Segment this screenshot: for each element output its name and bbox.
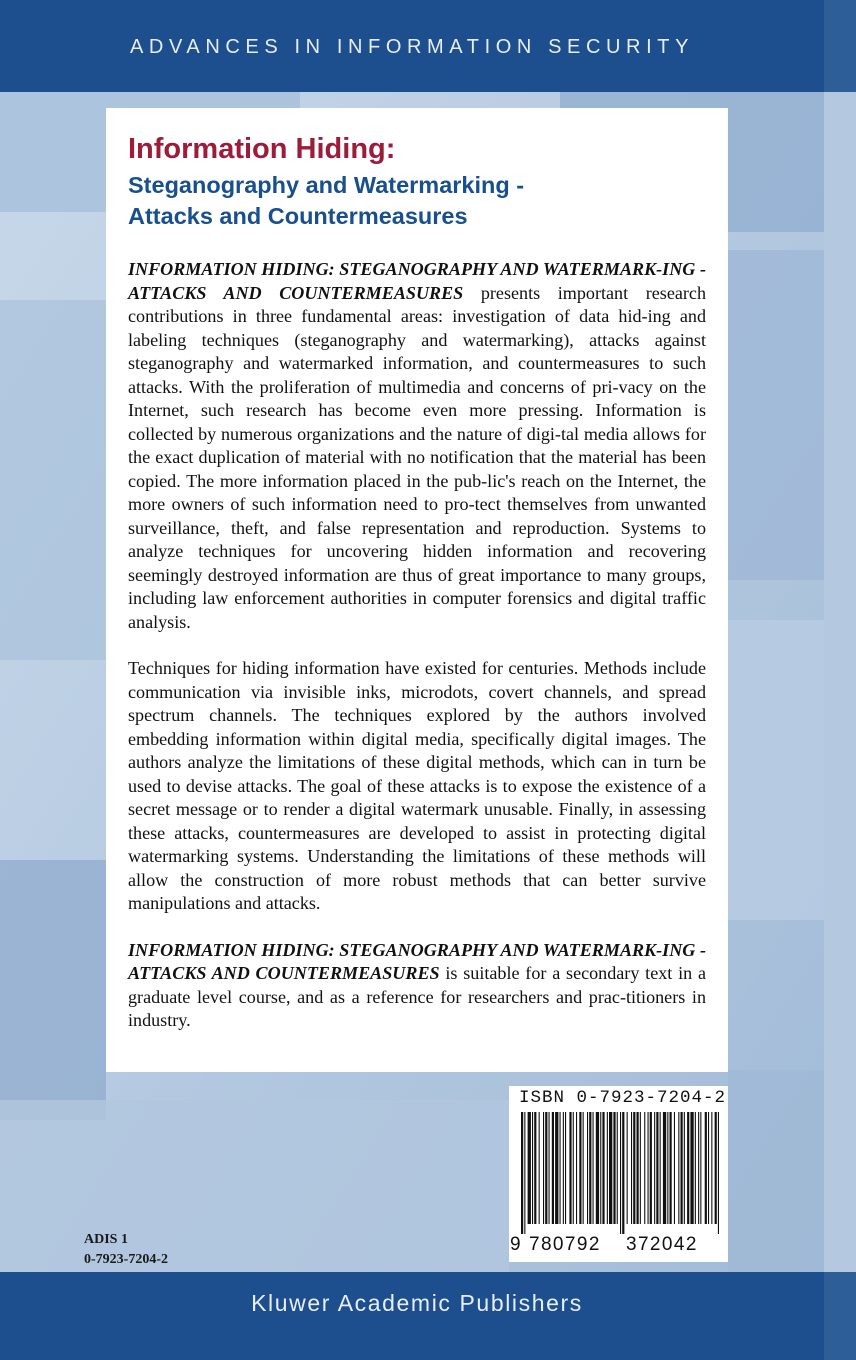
barcode-bar — [589, 1112, 591, 1224]
barcode-bar — [600, 1112, 601, 1224]
barcode-bar — [543, 1112, 544, 1224]
barcode-bar — [700, 1112, 701, 1224]
barcode-bar — [678, 1112, 679, 1224]
barcode-digit-group-1: 780792 — [529, 1234, 601, 1255]
paragraph-1-text: presents important research contributions in three fundamental areas: investigation of data hid-ing and labeling techniques (steganography and watermarking), attacks against steganography and watermarked information, and countermeasures to such attacks. With the proliferation of multimedia and concerns of pri-vacy on the Internet, such research has become even more pressing. Information is collected by numerous organizations and the nature of digi-tal media allows for the exact duplication of material with no notification that the material has been copied. The more information placed in the pub-lic's reach on the Internet, the more owners of such information need to pro-tect themselves from unwanted surveillance, theft, and false representation and reproduction. Systems to analyze techniques for uncovering hidden information and recovering seemingly destroyed information are thus of great importance to many groups, including law enforcement authorities in computer forensics and digital traffic analysis. — [128, 282, 706, 632]
adis-code: ADIS 1 — [84, 1232, 128, 1247]
barcode-bar — [674, 1112, 675, 1224]
barcode-bar — [640, 1112, 641, 1224]
paragraph-3-italic-title: INFORMATION HIDING: STEGANOGRAPHY AND WATERMARK-ING - ATTACKS AND COUNTERMEASURES — [128, 939, 706, 983]
barcode-bar — [698, 1112, 699, 1224]
barcode-bar — [617, 1112, 618, 1224]
barcode-bar — [613, 1112, 615, 1224]
book-title: Information Hiding: — [128, 133, 396, 165]
barcode-bar — [576, 1112, 577, 1224]
barcode-first-digit: 9 — [510, 1234, 521, 1255]
barcode-bar — [521, 1112, 523, 1234]
series-title: ADVANCES IN INFORMATION SECURITY — [129, 36, 695, 58]
barcode-box — [509, 1086, 728, 1262]
paragraph-3-text: is suitable for a secondary text in a graduate level course, and as a reference for researchers and prac-titioners in industry. — [128, 963, 706, 1030]
paragraph-1-italic-title: INFORMATION HIDING: STEGANOGRAPHY AND WATERMARK-ING - ATTACKS AND COUNTERMEASURES — [128, 259, 706, 303]
description-paragraph-1 — [128, 258, 706, 634]
description-paragraph-3 — [128, 939, 706, 1033]
barcode-bar — [609, 1112, 612, 1224]
barcode-bar — [715, 1112, 717, 1224]
barcode-bar — [560, 1112, 561, 1224]
barcode-bar — [620, 1112, 621, 1234]
barcode-bar — [596, 1112, 599, 1224]
barcode-bar — [695, 1112, 696, 1224]
barcode-bars — [521, 1112, 721, 1234]
barcode-bar — [670, 1112, 672, 1224]
book-subtitle-line-1: Steganography and Watermarking - — [128, 172, 525, 198]
barcode-bar — [563, 1112, 564, 1224]
barcode-bar — [663, 1112, 666, 1224]
barcode-bar — [667, 1112, 668, 1224]
barcode-bar — [631, 1112, 632, 1224]
barcode-bar — [534, 1112, 536, 1224]
barcode-bar — [684, 1112, 685, 1224]
barcode-bar — [579, 1112, 581, 1224]
barcode-bar — [555, 1112, 558, 1224]
barcode-bar — [637, 1112, 639, 1224]
barcode-bar — [656, 1112, 658, 1224]
barcode-bar — [718, 1112, 719, 1234]
barcode-bar — [633, 1112, 635, 1224]
barcode-bar — [532, 1112, 533, 1224]
barcode-bar — [602, 1112, 604, 1224]
description-panel — [106, 108, 728, 1072]
barcode-bar — [711, 1112, 712, 1224]
barcode-bar — [708, 1112, 709, 1224]
barcode-bar — [681, 1112, 683, 1224]
barcode-bar — [587, 1112, 588, 1224]
description-paragraph-2: Techniques for hiding information have existed for centuries. Methods include communication via invisible inks, microdots, covert channels, and spread spectrum channels. The techniques explored by the authors involved embedding information within digital media, specifically digital images. The authors analyze the limitations of these digital methods, which can in turn be used to devise attacks. The goal of these attacks is to expose the existence of a secret message or to render a digital watermark unusable. Finally, in assessing these attacks, countermeasures are developed to assist in protecting digital watermarking systems. Understanding the limitations of these methods will allow the construction of more robust methods that can better survive manipulations and attacks. — [128, 658, 706, 913]
barcode-bar — [705, 1112, 707, 1224]
barcode-bar — [593, 1112, 594, 1224]
barcode-bar — [569, 1112, 571, 1224]
barcode-bar — [524, 1112, 525, 1234]
catalog-codes — [84, 1230, 168, 1270]
barcode-bar — [650, 1112, 652, 1224]
top-band-edge — [824, 0, 856, 92]
adis-isbn: 0-7923-7204-2 — [84, 1252, 168, 1267]
isbn-label: ISBN 0-7923-7204-2 — [519, 1088, 727, 1108]
barcode-digit-group-2: 372042 — [626, 1234, 698, 1255]
barcode-bar — [687, 1112, 689, 1224]
barcode-bar — [528, 1112, 531, 1224]
barcode-bar — [690, 1112, 693, 1224]
barcode-bar — [648, 1112, 649, 1224]
barcode-bar — [627, 1112, 628, 1224]
barcode-bar — [583, 1112, 584, 1224]
barcode-bar — [573, 1112, 574, 1224]
barcode-bar — [539, 1112, 540, 1224]
barcode-bar — [622, 1112, 624, 1234]
barcode-bar — [644, 1112, 645, 1224]
barcode-bar — [654, 1112, 655, 1224]
barcode-bar — [549, 1112, 550, 1224]
barcode-bar — [607, 1112, 608, 1224]
barcode-bar — [545, 1112, 547, 1224]
book-subtitle-line-2: Attacks and Countermeasures — [128, 203, 468, 229]
publisher-name: Kluwer Academic Publishers — [251, 1290, 583, 1316]
barcode-bar — [565, 1112, 566, 1224]
barcode-bar — [660, 1112, 661, 1224]
barcode-bar — [552, 1112, 554, 1224]
